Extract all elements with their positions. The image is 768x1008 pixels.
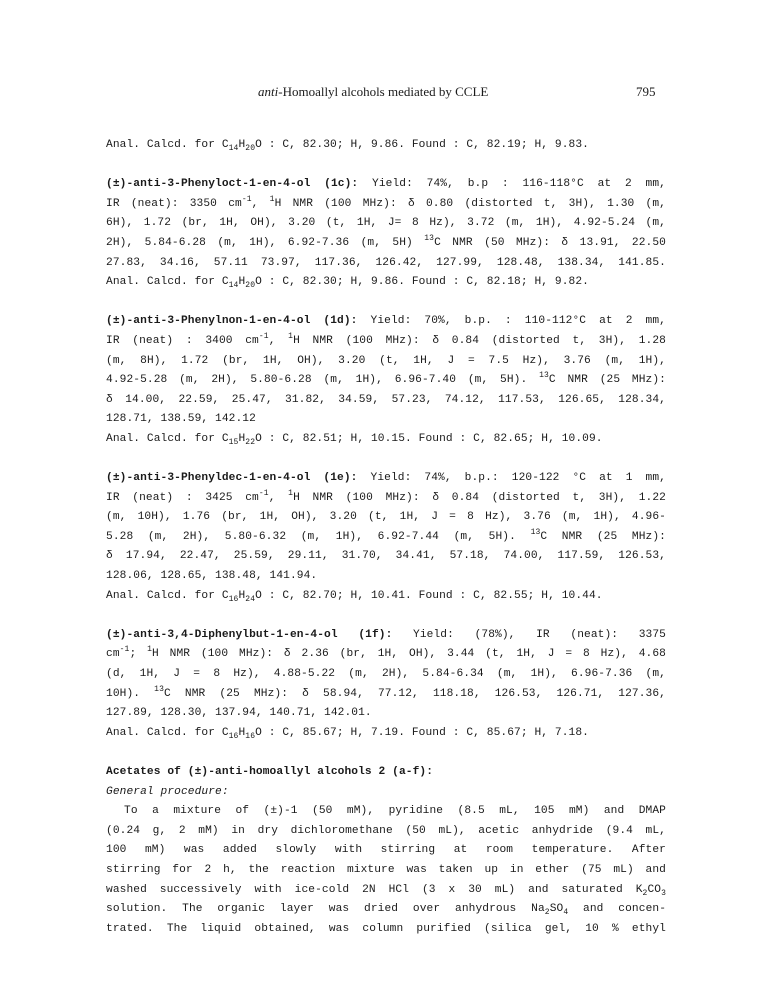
subscript: 16 <box>228 594 239 604</box>
compound-name: (±)-anti-3-Phenyldec-1-en-4-ol (1e): <box>106 472 358 485</box>
compound-1c-line5: 27.83, 34.16, 57.11 73.97, 117.36, 126.42, 127.99, 128.48, 138.34, 141.85. <box>106 256 666 269</box>
text: IR (neat) : 3400 cm <box>106 334 259 347</box>
compound-1e-line5: δ 17.94, 22.47, 25.59, 29.11, 31.70, 34.41, 57.18, 74.00, 117.59, 126.53, <box>106 550 666 563</box>
subscript: 16 <box>245 731 256 741</box>
compound-1d-line3: (m, 8H), 1.72 (br, 1H, OH), 3.20 (t, 1H, J = 7.5 Hz), 3.76 (m, 1H), <box>106 354 666 367</box>
compound-1c-line3: 6H), 1.72 (br, 1H, OH), 3.20 (t, 1H, J= 8 Hz), 3.72 (m, 1H), 4.92-5.24 (m, <box>106 217 666 230</box>
text: C NMR (25 MHz): <box>540 530 666 543</box>
compound-name: (±)-anti-3-Phenyloct-1-en-4-ol (1c): <box>106 178 359 191</box>
compound-1e-line2 <box>106 489 666 509</box>
compound-1d-line2 <box>106 332 666 352</box>
procedure-line6 <box>106 900 666 920</box>
text: 2H), 5.84-6.28 (m, 1H), 6.92-7.36 (m, 5H) <box>106 236 425 249</box>
superscript: 1 <box>147 645 153 655</box>
procedure-line5 <box>106 881 666 901</box>
text: and concen- <box>568 903 667 916</box>
text: Yield: 74%, b.p : 116-118°C at 2 mm, <box>358 178 666 191</box>
superscript: 13 <box>530 527 541 537</box>
anal-text: O : C, 82.70; H, 10.41. Found : C, 82.55; H, 10.44. <box>255 589 603 602</box>
compound-1c-line4 <box>106 234 666 254</box>
text: H NMR (100 MHz): δ 0.84 (distorted t, 3H), 1.22 <box>293 491 666 504</box>
superscript: 1 <box>288 488 294 498</box>
text: C NMR (25 MHz): <box>548 374 666 387</box>
anal-text: H <box>238 139 246 151</box>
text: C NMR (25 MHz): δ 58.94, 77.12, 118.18, 126.53, 126.71, 127.36, <box>163 687 666 700</box>
subscript: 14 <box>228 144 239 153</box>
procedure-line4: stirring for 2 h, the reaction mixture was taken up in ether (75 mL) and <box>106 863 666 876</box>
procedure-line3: 100 mM) was added slowly with stirring at room temperature. After <box>106 844 666 857</box>
superscript: 1 <box>269 194 275 204</box>
anal-line-1e <box>106 587 666 607</box>
anal-text: H <box>238 432 246 445</box>
page-number: 795 <box>636 84 656 99</box>
subscript: 2 <box>642 888 648 898</box>
subscript: 2 <box>544 908 550 918</box>
compound-name: (±)-anti-3-Phenylnon-1-en-4-ol (1d): <box>106 315 358 328</box>
anal-text: H <box>238 726 246 739</box>
compound-1f-line4 <box>106 685 666 705</box>
procedure-line7: trated. The liquid obtained, was column purified (silica gel, 10 % ethyl <box>106 922 666 935</box>
section-subheading <box>106 783 666 803</box>
superscript: -1 <box>241 194 252 204</box>
compound-1f-line1 <box>106 626 666 646</box>
anal-text: Anal. Calcd. for C <box>106 432 229 445</box>
anal-text: Anal. Calcd. for C <box>106 589 229 602</box>
text: IR (neat) : 3425 cm <box>106 491 259 504</box>
subscript: 22 <box>245 437 256 447</box>
compound-1f-line5: 127.89, 128.30, 137.94, 140.71, 142.01. <box>106 707 372 720</box>
superscript: -1 <box>258 488 269 498</box>
compound-1f-line2 <box>106 645 666 665</box>
anal-text: O : C, 82.51; H, 10.15. Found : C, 82.65; H, 10.09. <box>255 432 603 445</box>
text: , <box>268 334 289 347</box>
superscript: 13 <box>424 233 435 243</box>
subscript: 16 <box>228 731 239 741</box>
compound-1e-line3: (m, 10H), 1.76 (br, 1H, OH), 3.20 (t, 1H, J = 8 Hz), 3.76 (m, 1H), 4.96- <box>106 511 666 524</box>
subheading-text: General procedure: <box>106 785 229 798</box>
subscript: 3 <box>661 888 666 898</box>
text: H NMR (100 MHz): δ 0.80 (distorted t, 3H), 1.30 (m, <box>274 197 666 210</box>
anal-text: Anal. Calcd. for C <box>106 276 229 289</box>
text: 5.28 (m, 2H), 5.80-6.32 (m, 1H), 6.92-7.44 (m, 5H). <box>106 530 531 543</box>
header-title: -Homoallyl alcohols mediated by CCLE <box>278 84 489 99</box>
compound-1e-line1 <box>106 469 666 489</box>
anal-text: Anal. Calcd. for C <box>106 139 229 151</box>
text: 4.92-5.28 (m, 2H), 5.80-6.28 (m, 1H), 6.96-7.40 (m, 5H). <box>106 374 540 387</box>
anal-line-1f <box>106 724 666 744</box>
anal-line-1c <box>106 273 666 293</box>
section-heading <box>106 763 666 783</box>
text: cm <box>106 648 120 661</box>
text: , <box>251 197 270 210</box>
text: C NMR (50 MHz): δ 13.91, 22.50 <box>434 236 666 249</box>
compound-1d-line5: δ 14.00, 22.59, 25.47, 31.82, 34.59, 57.23, 74.12, 117.53, 126.65, 128.34, <box>106 393 666 406</box>
text: Yield: 70%, b.p. : 110-112°C at 2 mm, <box>357 315 666 328</box>
subscript: 24 <box>245 594 256 604</box>
compound-1d-line1 <box>106 312 666 332</box>
compound-1d-line4 <box>106 371 666 391</box>
superscript: -1 <box>119 645 130 655</box>
compound-1e-line6: 128.06, 128.65, 138.48, 141.94. <box>106 570 318 583</box>
text: 10H). <box>106 687 155 700</box>
anal-text: O : C, 82.30; H, 9.86. Found : C, 82.19; H, 9.83. <box>255 139 589 151</box>
text: washed successively with ice-cold 2N HCl (3 x 30 mL) and saturated K <box>106 883 643 896</box>
anal-text: O : C, 85.67; H, 7.19. Found : C, 85.67; H, 7.18. <box>255 726 589 739</box>
anal-text: H <box>238 589 246 602</box>
text: Yield: (78%), IR (neat): 3375 <box>392 628 666 641</box>
page-body <box>106 136 666 939</box>
text: Yield: 74%, b.p.: 120-122 °C at 1 mm, <box>357 472 666 485</box>
compound-1d-line6: 128.71, 138.59, 142.12 <box>106 413 256 426</box>
text: SO <box>549 903 564 916</box>
text: IR (neat): 3350 cm <box>106 197 242 210</box>
text: , <box>268 491 289 504</box>
anal-text: Anal. Calcd. for C <box>106 726 229 739</box>
anal-text: O : C, 82.30; H, 9.86. Found : C, 82.18; H, 9.82. <box>255 276 589 289</box>
superscript: 13 <box>154 684 164 694</box>
text: H NMR (100 MHz): δ 0.84 (distorted t, 3H), 1.28 <box>293 334 666 347</box>
procedure-line2: (0.24 g, 2 mM) in dry dichloromethane (50 mL), acetic anhydride (9.4 mL, <box>106 824 666 837</box>
subscript: 14 <box>228 281 239 291</box>
superscript: -1 <box>258 331 269 341</box>
compound-1c-line1 <box>106 175 666 195</box>
heading-text: Acetates of (±)-anti-homoallyl alcohols 2 (a-f): <box>106 766 434 778</box>
text: CO <box>647 883 662 896</box>
subscript: 15 <box>228 437 239 447</box>
running-header <box>258 84 488 100</box>
procedure-line1: To a mixture of (±)-1 (50 mM), pyridine (8.5 mL, 105 mM) and DMAP <box>124 805 666 818</box>
subscript: 4 <box>563 908 569 918</box>
anal-text: H <box>238 276 246 289</box>
compound-1c-line2 <box>106 195 666 215</box>
subscript: 20 <box>245 144 256 153</box>
anal-line-1d <box>106 430 666 450</box>
text: H NMR (100 MHz): δ 2.36 (br, 1H, OH), 3.44 (t, 1H, J = 8 Hz), 4.68 <box>152 648 666 661</box>
superscript: 1 <box>288 331 294 341</box>
text: ; <box>129 648 148 661</box>
header-italic: anti <box>258 84 279 99</box>
superscript: 13 <box>539 371 549 381</box>
text: solution. The organic layer was dried over anhydrous Na <box>106 903 545 916</box>
anal-line-0 <box>106 136 666 156</box>
compound-1e-line4 <box>106 528 666 548</box>
compound-1f-line3: (d, 1H, J = 8 Hz), 4.88-5.22 (m, 2H), 5.84-6.34 (m, 1H), 6.96-7.36 (m, <box>106 668 666 681</box>
compound-name: (±)-anti-3,4-Diphenylbut-1-en-4-ol (1f): <box>106 628 393 641</box>
subscript: 20 <box>245 281 256 291</box>
